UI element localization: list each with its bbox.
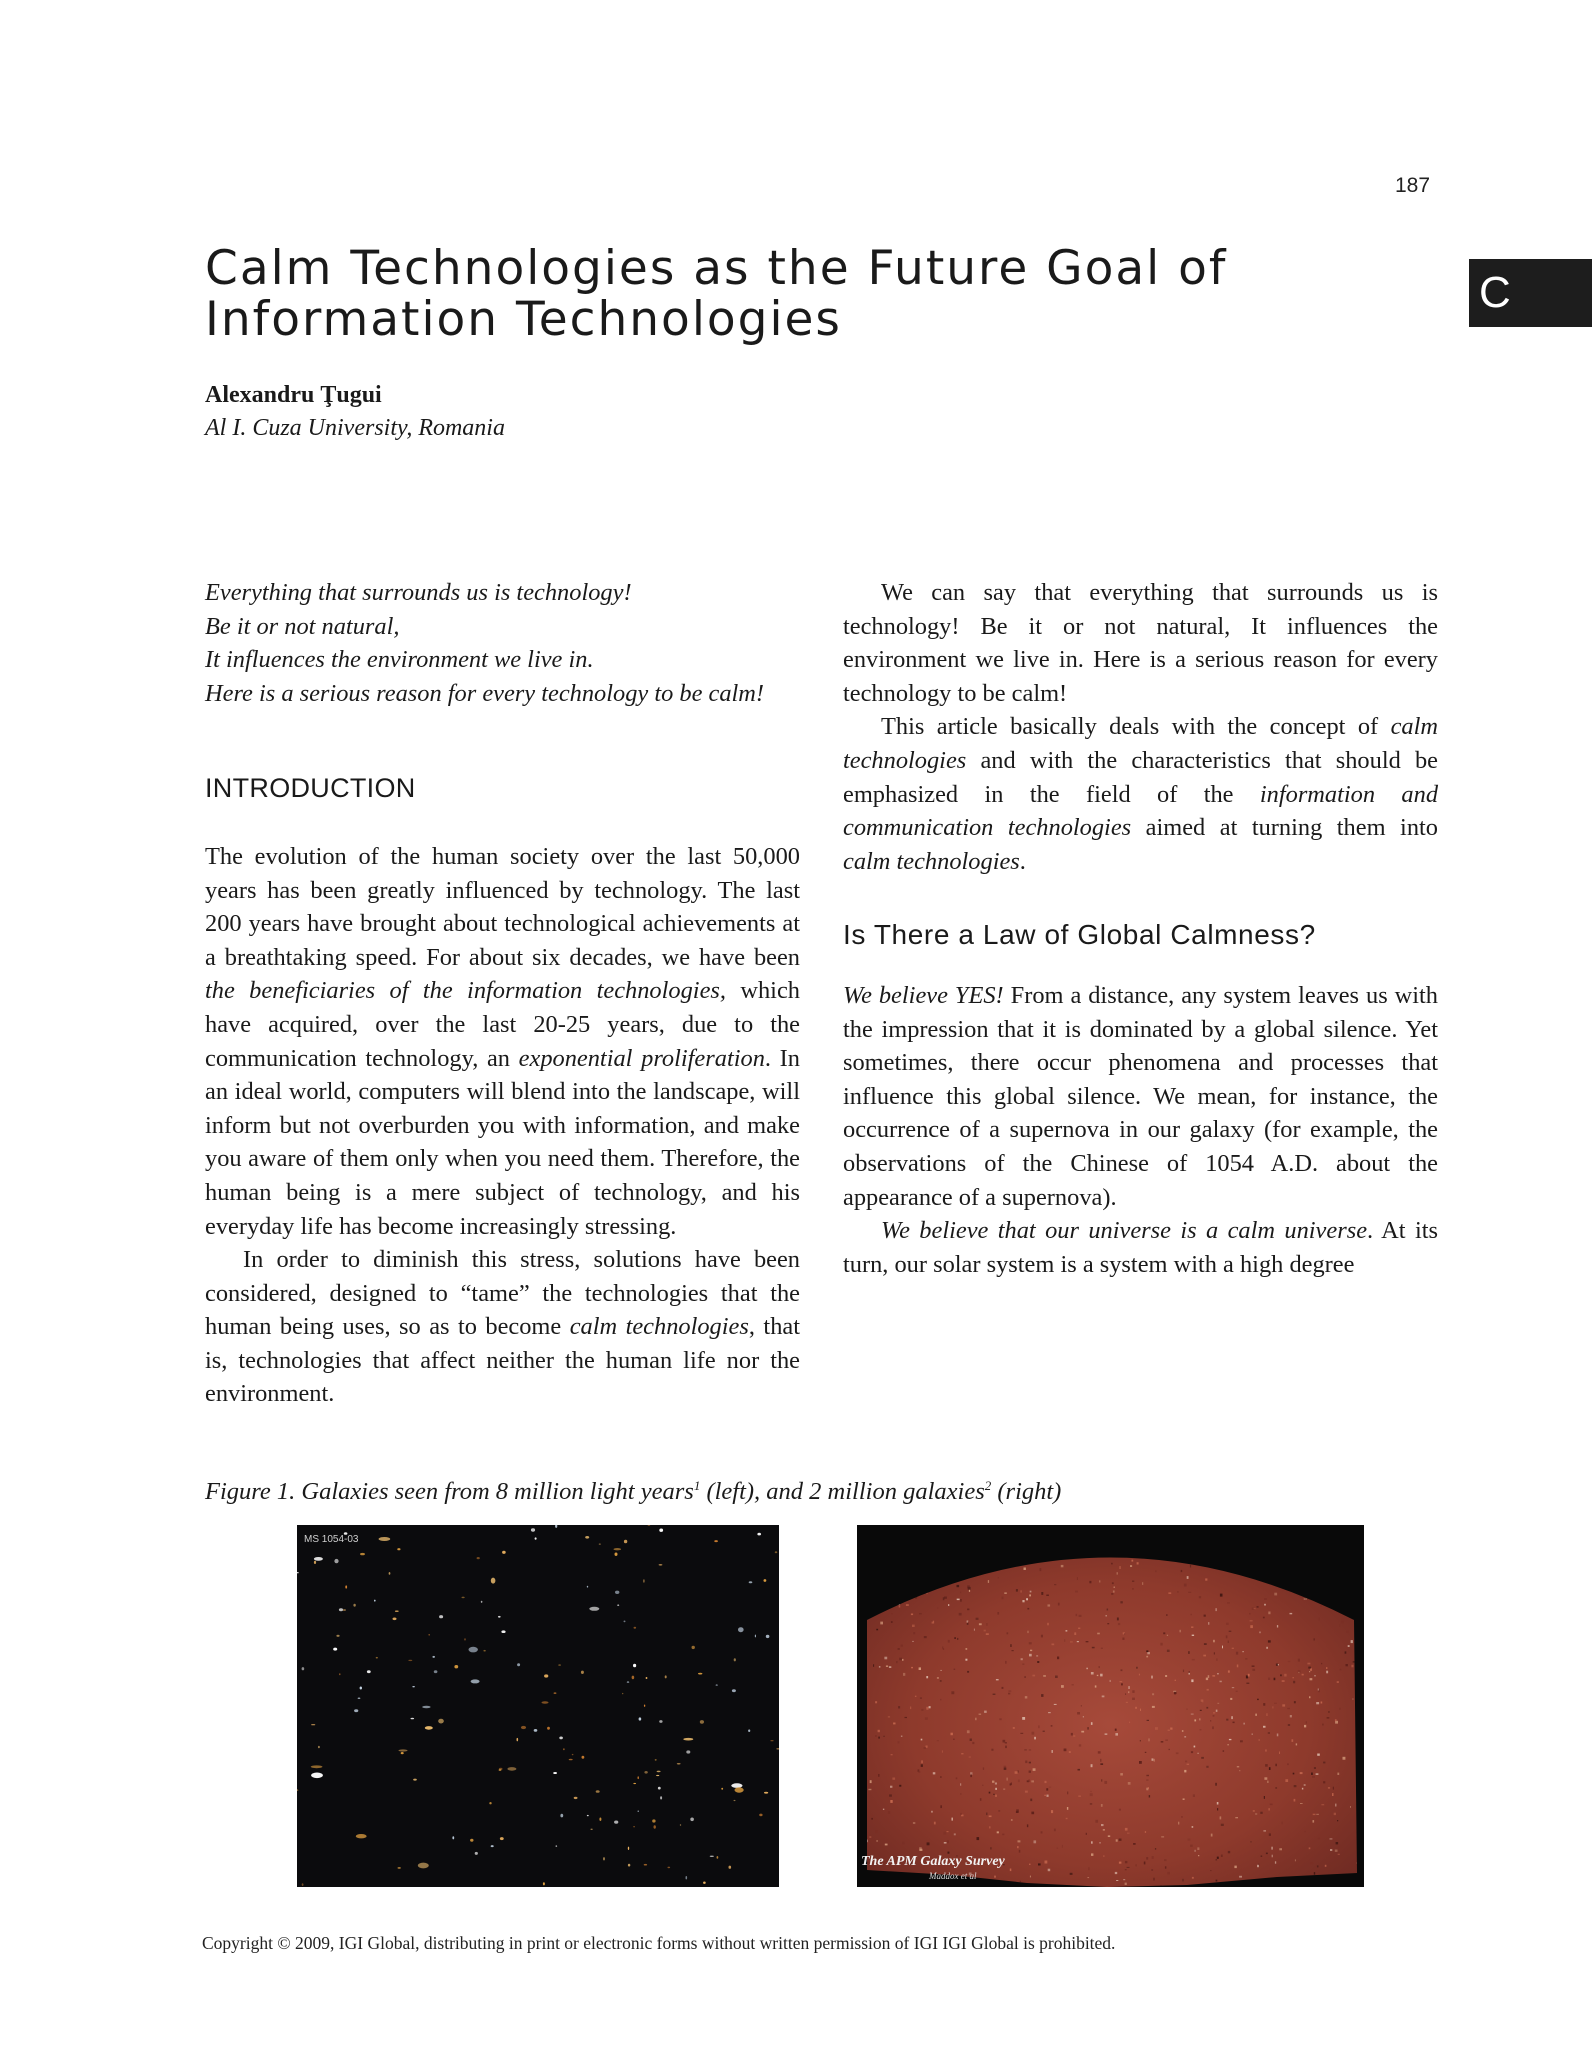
emphasis-text: information and communication technologies (843, 780, 1439, 842)
survey-credit: Maddox et al (929, 1871, 977, 1881)
survey-title: The APM Galaxy Survey (861, 1854, 1005, 1869)
body-text: We can say that everything that surrounds us is technology! Be it or not natural, It influences the environment we live in. Here is a serious reason for every technology to be calm! (843, 579, 1438, 707)
image-label: MS 1054-03 (304, 1534, 359, 1545)
section-tab: C (1469, 259, 1592, 327)
body-text: This article basically deals with the concept of (881, 713, 1391, 741)
intro-paragraph-2 (205, 1243, 800, 1411)
emphasis-text: exponential proliferation (518, 1044, 765, 1072)
law-paragraph-1 (843, 979, 1438, 1214)
caption-part: (left), and 2 million galaxies (700, 1478, 985, 1506)
figure-caption (205, 1478, 1061, 1506)
body-text: , that is, technologies that affect neither the human life nor the environment. (205, 1313, 800, 1408)
body-text: From a distance, any system leaves us with the impression that it is dominated by a global silence. Yet sometimes, there occur phenomena and processes that influence this global silence. We mean, for instance, the occurrence of a supernova in our galaxy (for example, the observations of the Chinese of 1054 A.D. about the appearance of a supernova). (843, 981, 1439, 1211)
copyright-footer: Copyright © 2009, IGI Global, distributing in print or electronic forms without written permission of IGI IGI Global is prohibited. (202, 1933, 1116, 1953)
caption-part: (right) (991, 1478, 1062, 1506)
law-paragraph-2 (843, 1214, 1438, 1281)
intro-paragraph-1 (205, 840, 800, 1243)
left-column (205, 576, 800, 1411)
emphasis-text: We believe YES! (843, 981, 1004, 1009)
introduction-heading: INTRODUCTION (205, 773, 416, 804)
galaxy-survey-image (857, 1525, 1364, 1887)
emphasis-text: calm technologies (843, 713, 1438, 774)
emphasis-text: We believe that our universe is a calm universe (881, 1217, 1368, 1245)
body-text: . In an ideal world, computers will blend into the landscape, will inform but not overburden you with information, and make you aware of them only when you need them. Therefore, the human being is a mere subject of technology, and his everyday life has become increasingly stressing. (205, 1044, 800, 1240)
galaxy-cluster-image (297, 1525, 779, 1887)
body-text: which have acquired, over the last 20-25 years, due to the communication technology, an (205, 977, 800, 1072)
title-line-1: Calm Technologies as the Future Goal of (205, 241, 1228, 296)
epigraph-line: Here is a serious reason for every technology to be calm! (205, 679, 765, 707)
emphasis-text: the beneficiaries of the information technologies, (205, 977, 726, 1005)
footnote-ref-2: 2 (984, 1478, 992, 1493)
body-text: and with the characteristics that should be emphasized in the field of the (843, 746, 1438, 808)
article-title (205, 243, 1385, 345)
law-section-heading: Is There a Law of Global Calmness? (843, 919, 1316, 951)
epigraph-line: It influences the environment we live in. (205, 646, 594, 674)
intro-paragraph-3 (843, 576, 1438, 710)
emphasis-text: calm technologies (843, 847, 1020, 875)
author-name: Alexandru Ţugui (205, 382, 382, 408)
caption-part: Figure 1. Galaxies seen from 8 million light years (205, 1478, 694, 1506)
right-column (843, 576, 1438, 1281)
body-text: aimed at turning them into (1131, 814, 1438, 842)
footnote-ref-1: 1 (693, 1478, 701, 1493)
body-text: . At its turn, our solar system is a system with a high degree (843, 1217, 1438, 1278)
author-affiliation: Al I. Cuza University, Romania (205, 415, 505, 441)
page-number: 187 (1395, 174, 1431, 197)
intro-paragraph-4 (843, 710, 1438, 878)
epigraph-line: Everything that surrounds us is technology! (205, 579, 632, 606)
body-text: The evolution of the human society over the last 50,000 years has been greatly influenced by technology. The last 200 years have brought about technological achievements at a breathtaking speed. For about six decades, we have been (205, 842, 800, 971)
epigraph (205, 576, 800, 710)
body-text: . (1019, 847, 1026, 875)
emphasis-text: calm technologies (569, 1313, 749, 1341)
body-text: In order to diminish this stress, solutions have been considered, designed to “tame” the technologies that the human being uses, so as to become (205, 1246, 800, 1341)
title-line-2: Information Technologies (205, 292, 842, 347)
epigraph-line: Be it or not natural, (205, 612, 400, 640)
